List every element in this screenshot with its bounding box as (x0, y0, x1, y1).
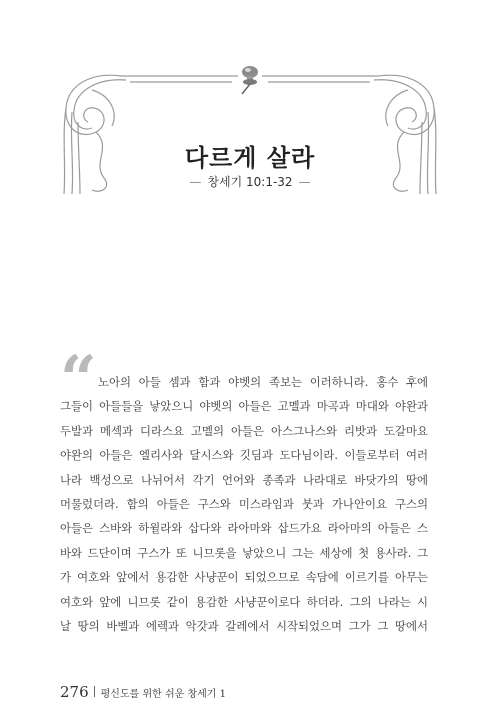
quote-mark-icon: “ (60, 342, 97, 417)
body-line: 나라 백성으로 나뉘어서 각기 언어와 종족과 나라대로 바닷가의 땅에 (60, 472, 428, 487)
body-line: 가 여호와 앞에서 용감한 사냥꾼이 되었으므로 속담에 이르기를 아무는 (60, 570, 428, 585)
footer-divider (94, 686, 95, 697)
body-line: 날 땅의 바벨과 에렉과 악갓과 갈레에서 시작되었으며 그가 그 땅에서 (60, 618, 428, 633)
body-line: 머물렀더라. 함의 아들은 구스와 미스라임과 붓과 가나안이요 구스의 (60, 496, 428, 511)
body-line: 여호와 앞에 니므롯 같이 용감한 사냥꾼이로다 하더라. 그의 나라는 시 (60, 594, 428, 609)
chapter-title: 다르게 살라 (184, 144, 316, 173)
body-paragraph (60, 370, 428, 638)
body-line: 바와 드단이며 구스가 또 니므롯을 낳았으니 그는 세상에 첫 용사라. 그 (60, 545, 428, 560)
page-footer (60, 683, 226, 701)
body-line: 야완의 아들은 엘리사와 달시스와 깃딤과 도다님이라. 이들로부터 여러 (60, 448, 428, 463)
reference-dash-left: — (189, 175, 202, 189)
body-line: 두발과 메섹과 디라스요 고멜의 아들은 아스그나스와 리밧과 도갈마요 (60, 423, 428, 438)
body-line: 노아의 아들 셈과 함과 야벳의 족보는 이러하니라. 홍수 후에 (98, 375, 428, 389)
running-book-title: 평신도를 위한 쉬운 창세기 1 (100, 689, 226, 700)
reference-text: 창세기 10:1-32 (207, 175, 293, 189)
pushpin-icon (242, 66, 258, 94)
body-line: 아들은 스바와 하윌라와 삽다와 라아마와 삽드가요 라아마의 아들은 스 (60, 521, 428, 536)
page-number: 276 (60, 683, 89, 701)
reference-dash-right: — (298, 175, 311, 189)
scripture-reference (0, 173, 500, 190)
body-line: 그들이 아들들을 낳았으니 야벳의 아들은 고멜과 마곡과 마대와 야완과 (60, 399, 428, 414)
